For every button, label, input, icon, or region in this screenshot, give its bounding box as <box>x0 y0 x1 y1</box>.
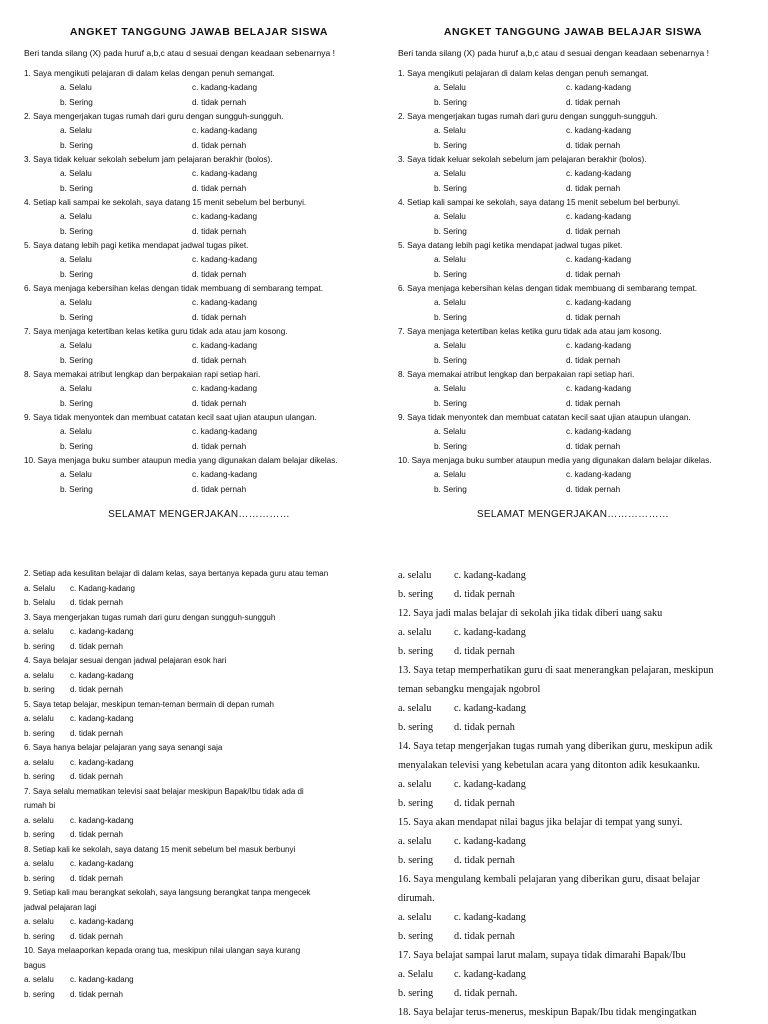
question-text: 1. Saya mengikuti pelajaran di dalam kelas dengan penuh semangat. <box>24 69 275 78</box>
option-row <box>398 296 748 311</box>
option-c: c. kadang-kadang <box>70 627 134 636</box>
option-d: d. tidak pernah <box>192 398 247 408</box>
option-row <box>24 483 374 498</box>
option-a: a. selalu <box>24 757 54 767</box>
option-b: b. sering <box>24 772 55 781</box>
question-text: 5. Saya datang lebih pagi ketika mendapat jadwal tugas piket. <box>24 241 249 250</box>
option-c: c. kadang-kadang <box>566 384 632 393</box>
option-c: c. kadang-kadang <box>70 714 134 723</box>
option-d: d. tidak pernah <box>70 685 123 694</box>
option-b: b. Sering <box>60 226 93 236</box>
option-row <box>24 872 374 887</box>
top-right-questionnaire <box>398 26 748 520</box>
option-row <box>398 81 748 96</box>
option-row <box>398 794 753 813</box>
closing-text: SELAMAT MENGERJAKAN……………… <box>476 509 670 520</box>
option-b: b. sering <box>398 589 434 600</box>
option-d: d. tidak pernah <box>70 772 123 781</box>
option-d: d. tidak pernah <box>192 140 247 150</box>
option-row <box>24 857 374 872</box>
option-b: b. sering <box>398 988 434 999</box>
option-row <box>24 311 374 326</box>
option-a: a. Selalu <box>24 583 56 593</box>
bottom-left-question-list <box>24 567 374 1002</box>
question-text: 7. Saya menjaga ketertiban kelas ketika guru tidak ada atau jam kosong. <box>398 327 662 336</box>
question-text: 4. Setiap kali sampai ke sekolah, saya datang 15 menit sebelum bel berbunyi. <box>398 198 681 207</box>
question-text: 5. Saya datang lebih pagi ketika mendapat jadwal tugas piket. <box>398 241 623 250</box>
option-row <box>24 640 374 655</box>
option-row <box>398 124 748 139</box>
option-c: c. kadang-kadang <box>454 779 526 790</box>
option-d: d. tidak pernah <box>192 226 247 236</box>
option-d: d. tidak pernah <box>454 589 515 600</box>
option-row <box>24 582 374 597</box>
option-c: c. kadang-kadang <box>454 570 526 581</box>
option-c: c. kadang-kadang <box>70 757 134 767</box>
option-b: b. Sering <box>434 226 467 236</box>
bottom-right-question-list <box>398 566 753 1022</box>
option-a: a. selalu <box>24 627 54 636</box>
option-d: d. tidak pernah <box>566 140 621 150</box>
option-b: b. Sering <box>60 355 93 365</box>
option-a: a. Selalu <box>60 83 92 92</box>
option-row <box>398 253 748 268</box>
option-c: c. kadang-kadang <box>454 703 526 714</box>
option-a: a. Selalu <box>434 169 466 178</box>
option-a: a. Selalu <box>434 212 466 221</box>
option-row <box>24 139 374 154</box>
option-a: a. selalu <box>398 779 432 790</box>
option-row <box>24 210 374 225</box>
option-c: c. kadang-kadang <box>70 670 134 680</box>
questionnaire-title: ANGKET TANGGUNG JAWAB BELAJAR SISWA <box>443 26 703 38</box>
option-a: a. selalu <box>398 570 432 581</box>
option-b: b. sering <box>24 873 55 883</box>
question-text: jadwal pelajaran lagi <box>24 902 97 912</box>
option-d: d. tidak pernah <box>70 641 123 651</box>
question-text: 3. Saya tidak keluar sekolah sebelum jam pelajaran berakhir (bolos). <box>398 155 647 164</box>
option-row <box>24 683 374 698</box>
option-row <box>24 973 374 988</box>
option-b: b. sering <box>24 685 55 694</box>
option-c: c. kadang-kadang <box>566 470 632 479</box>
option-row <box>24 182 374 197</box>
option-row <box>398 718 753 737</box>
option-b: b. sering <box>24 830 55 839</box>
question-text: 17. Saya belajat sampai larut malam, supaya tidak dimarahi Bapak/Ibu <box>398 950 686 961</box>
option-c: c. kadang-kadang <box>454 836 526 847</box>
option-a: a. selalu <box>398 836 432 847</box>
option-b: b. sering <box>24 931 55 941</box>
option-d: d. tidak pernah <box>454 798 515 809</box>
question-text: bagus <box>24 960 46 970</box>
question-text: 14. Saya tetap mengerjakan tugas rumah yang diberikan guru, meskipun adik <box>398 741 713 752</box>
question-text: 6. Saya menjaga kebersihan kelas dengan tidak membuang di sembarang tempat. <box>398 284 698 293</box>
option-b: b. Sering <box>434 140 467 150</box>
option-c: c. kadang-kadang <box>566 255 632 264</box>
option-d: d. tidak pernah. <box>454 988 518 999</box>
question-text: 9. Saya tidak menyontek dan membuat catatan kecil saat ujian ataupun ulangan. <box>24 413 317 422</box>
option-row <box>24 727 374 742</box>
option-b: b. Sering <box>434 269 467 279</box>
option-b: b. Sering <box>434 97 467 107</box>
option-d: d. tidak pernah <box>454 646 515 657</box>
option-b: b. Selalu <box>24 598 56 607</box>
question-text: 9. Saya tidak menyontek dan membuat catatan kecil saat ujian ataupun ulangan. <box>398 413 691 422</box>
option-row <box>24 468 374 483</box>
option-row <box>24 382 374 397</box>
instruction-text: Beri tanda silang (X) pada huruf a,b,c atau d sesuai dengan keadaan sebenarnya ! <box>398 48 709 58</box>
option-row <box>398 339 748 354</box>
question-text: 10. Saya menjaga buku sumber ataupun media yang digunakan dalam belajar dikelas. <box>398 456 712 465</box>
option-row <box>398 832 753 851</box>
question-text: 18. Saya belajar terus-menerus, meskipun Bapak/Ibu tidak mengingatkan <box>398 1007 697 1018</box>
option-c: c. kadang-kadang <box>566 212 632 221</box>
option-d: d. tidak pernah <box>454 855 515 866</box>
option-c: c. kadang-kadang <box>566 298 632 307</box>
question-text: 2. Saya mengerjakan tugas rumah dari guru dengan sungguh-sungguh. <box>24 112 284 121</box>
option-c: c. kadang-kadang <box>70 917 134 926</box>
option-a: a. selalu <box>24 670 54 680</box>
option-c: c. kadang-kadang <box>454 969 526 980</box>
question-text: 16. Saya mengulang kembali pelajaran yang diberikan guru, disaat belajar <box>398 874 700 885</box>
option-row <box>398 468 748 483</box>
option-d: d. tidak pernah <box>70 931 123 941</box>
option-d: d. tidak pernah <box>192 269 247 279</box>
option-c: c. kadang-kadang <box>192 212 258 221</box>
option-row <box>24 225 374 240</box>
option-row <box>398 984 753 1003</box>
option-row <box>24 770 374 785</box>
option-d: d. tidak pernah <box>192 183 247 193</box>
option-d: d. tidak pernah <box>566 398 621 408</box>
option-c: c. kadang-kadang <box>192 83 258 92</box>
option-row <box>24 625 374 640</box>
questionnaire-title: ANGKET TANGGUNG JAWAB BELAJAR SISWA <box>69 26 329 38</box>
option-row <box>398 268 748 283</box>
option-b: b. sering <box>398 722 434 733</box>
option-c: c. kadang-kadang <box>566 427 632 436</box>
option-a: a. selalu <box>24 975 54 984</box>
option-row <box>398 382 748 397</box>
option-c: c. kadang-kadang <box>192 427 258 436</box>
option-row <box>24 81 374 96</box>
option-d: d. tidak pernah <box>566 484 621 494</box>
question-text: 2. Saya mengerjakan tugas rumah dari guru dengan sungguh-sungguh. <box>398 112 658 121</box>
question-list <box>24 67 374 497</box>
option-d: d. tidak pernah <box>70 873 123 883</box>
option-d: d. tidak pernah <box>454 722 515 733</box>
option-c: c. Kadang-kadang <box>70 583 135 593</box>
question-text: 4. Saya belajar sesuai dengan jadwal pelajaran esok hari <box>24 656 227 665</box>
option-row <box>398 96 748 111</box>
question-text: dirumah. <box>398 893 435 904</box>
option-row <box>398 210 748 225</box>
question-text: 15. Saya akan mendapat nilai bagus jika belajar di tempat yang sunyi. <box>398 817 683 828</box>
option-row <box>24 124 374 139</box>
option-row <box>398 927 753 946</box>
option-d: d. tidak pernah <box>192 355 247 365</box>
option-row <box>24 930 374 945</box>
option-b: b. Sering <box>434 441 467 451</box>
option-c: c. kadang-kadang <box>192 341 258 350</box>
option-a: a. Selalu <box>60 298 92 307</box>
option-b: b. Sering <box>60 140 93 150</box>
option-a: a. Selalu <box>60 169 92 178</box>
question-text: 3. Saya mengerjakan tugas rumah dari guru dengan sungguh-sungguh <box>24 612 276 622</box>
question-text: 4. Setiap kali sampai ke sekolah, saya datang 15 menit sebelum bel berbunyi. <box>24 198 307 207</box>
option-row <box>24 915 374 930</box>
option-b: b. Sering <box>434 355 467 365</box>
option-row <box>24 596 374 611</box>
option-row <box>24 669 374 684</box>
option-a: a. selalu <box>24 714 54 723</box>
question-text: 3. Saya tidak keluar sekolah sebelum jam pelajaran berakhir (bolos). <box>24 155 273 164</box>
option-c: c. kadang-kadang <box>70 975 134 984</box>
option-row <box>398 908 753 927</box>
option-b: b. sering <box>398 931 434 942</box>
question-text: 5. Saya tetap belajar, meskipun teman-teman bermain di depan rumah <box>24 699 274 709</box>
option-b: b. Sering <box>60 398 93 408</box>
option-a: a. Selalu <box>434 470 466 479</box>
option-c: c. kadang-kadang <box>192 384 258 393</box>
option-row <box>24 988 374 1003</box>
option-row <box>24 96 374 111</box>
option-d: d. tidak pernah <box>70 989 123 999</box>
question-list <box>398 67 748 497</box>
option-a: a. Selalu <box>434 255 466 264</box>
option-a: a. selalu <box>24 815 54 825</box>
option-a: a. Selalu <box>60 255 92 264</box>
option-a: a. Selalu <box>434 384 466 393</box>
option-row <box>398 642 753 661</box>
option-row <box>398 354 748 369</box>
question-text: 10. Saya menjaga buku sumber ataupun media yang digunakan dalam belajar dikelas. <box>24 456 338 465</box>
option-b: b. Sering <box>60 183 93 193</box>
option-a: a. Selalu <box>434 427 466 436</box>
question-text: 7. Saya menjaga ketertiban kelas ketika guru tidak ada atau jam kosong. <box>24 327 288 336</box>
option-d: d. tidak pernah <box>70 598 123 607</box>
option-d: d. tidak pernah <box>192 97 247 107</box>
option-a: a. Selalu <box>434 298 466 307</box>
option-b: b. Sering <box>434 312 467 322</box>
option-row <box>398 623 753 642</box>
option-row <box>24 440 374 455</box>
option-a: a. Selalu <box>60 126 92 135</box>
option-b: b. Sering <box>60 97 93 107</box>
option-row <box>24 397 374 412</box>
option-row <box>398 566 753 585</box>
option-c: c. kadang-kadang <box>566 83 632 92</box>
option-b: b. sering <box>24 728 55 738</box>
option-d: d. tidak pernah <box>566 97 621 107</box>
option-b: b. sering <box>398 646 434 657</box>
option-d: d. tidak pernah <box>566 183 621 193</box>
question-text: 9. Setiap kali mau berangkat sekolah, saya langsung berangkat tanpa mengecek <box>24 888 311 897</box>
option-d: d. tidak pernah <box>70 830 123 839</box>
option-d: d. tidak pernah <box>192 312 247 322</box>
option-row <box>24 268 374 283</box>
option-a: a. Selalu <box>60 427 92 436</box>
option-c: c. kadang-kadang <box>70 815 134 825</box>
option-row <box>24 814 374 829</box>
option-b: b. sering <box>24 989 55 999</box>
option-c: c. kadang-kadang <box>566 126 632 135</box>
question-text: menyalakan televisi yang kebetulan acara yang ditonton adik kesukaanku. <box>398 760 700 771</box>
option-b: b. Sering <box>60 484 93 494</box>
option-row <box>398 585 753 604</box>
option-row <box>398 425 748 440</box>
option-row <box>24 756 374 771</box>
option-c: c. kadang-kadang <box>192 255 258 264</box>
option-a: a. selalu <box>398 703 432 714</box>
option-d: d. tidak pernah <box>70 728 123 738</box>
option-a: a. Selalu <box>60 212 92 221</box>
option-a: a. Selalu <box>60 384 92 393</box>
question-text: 10. Saya melaaporkan kepada orang tua, meskipun nilai ulangan saya kurang <box>24 946 301 955</box>
option-b: b. Sering <box>434 183 467 193</box>
option-d: d. tidak pernah <box>566 312 621 322</box>
option-c: c. kadang-kadang <box>192 169 258 178</box>
option-row <box>398 775 753 794</box>
question-text: teman sebangku mengajak ngobrol <box>398 684 541 695</box>
option-row <box>24 253 374 268</box>
option-a: a. Selalu <box>434 83 466 92</box>
option-d: d. tidak pernah <box>192 484 247 494</box>
option-d: d. tidak pernah <box>566 226 621 236</box>
option-d: d. tidak pernah <box>566 441 621 451</box>
closing-text: SELAMAT MENGERJAKAN…………… <box>108 509 290 520</box>
option-d: d. tidak pernah <box>566 269 621 279</box>
option-a: a. Selalu <box>398 969 434 980</box>
option-c: c. kadang-kadang <box>70 859 134 868</box>
option-row <box>398 225 748 240</box>
option-row <box>24 296 374 311</box>
option-b: b. Sering <box>60 312 93 322</box>
question-text: 6. Saya menjaga kebersihan kelas dengan tidak membuang di sembarang tempat. <box>24 284 324 293</box>
option-a: a. selalu <box>398 627 432 638</box>
option-row <box>398 440 748 455</box>
option-c: c. kadang-kadang <box>454 912 526 923</box>
option-b: b. Sering <box>434 484 467 494</box>
option-c: c. kadang-kadang <box>566 341 632 350</box>
option-a: a. Selalu <box>60 341 92 350</box>
option-b: b. sering <box>398 855 434 866</box>
question-text: rumah bi <box>24 801 56 810</box>
option-a: a. Selalu <box>434 341 466 350</box>
option-row <box>24 425 374 440</box>
option-row <box>398 851 753 870</box>
question-text: 8. Saya memakai atribut lengkap dan berpakaian rapi setiap hari. <box>398 370 635 379</box>
option-d: d. tidak pernah <box>454 931 515 942</box>
option-row <box>398 182 748 197</box>
option-a: a. selalu <box>24 859 54 868</box>
option-c: c. kadang-kadang <box>192 126 258 135</box>
option-c: c. kadang-kadang <box>192 470 258 479</box>
instruction-text: Beri tanda silang (X) pada huruf a,b,c atau d sesuai dengan keadaan sebenarnya ! <box>24 48 335 58</box>
option-b: b. Sering <box>434 398 467 408</box>
option-row <box>398 311 748 326</box>
option-row <box>398 965 753 984</box>
option-row <box>398 167 748 182</box>
option-c: c. kadang-kadang <box>454 627 526 638</box>
option-c: c. kadang-kadang <box>566 169 632 178</box>
option-row <box>398 397 748 412</box>
option-a: a. selalu <box>398 912 432 923</box>
option-row <box>24 354 374 369</box>
option-row <box>398 139 748 154</box>
option-row <box>24 712 374 727</box>
question-text: 8. Setiap kali ke sekolah, saya datang 15 menit sebelum bel masuk berbunyi <box>24 844 296 854</box>
option-a: a. Selalu <box>434 126 466 135</box>
question-text: 8. Saya memakai atribut lengkap dan berpakaian rapi setiap hari. <box>24 370 261 379</box>
option-b: b. Sering <box>60 269 93 279</box>
question-text: 6. Saya hanya belajar pelajaran yang saya senangi saja <box>24 743 223 752</box>
question-text: 12. Saya jadi malas belajar di sekolah jika tidak diberi uang saku <box>398 608 663 619</box>
option-d: d. tidak pernah <box>192 441 247 451</box>
option-row <box>24 167 374 182</box>
option-b: b. Sering <box>60 441 93 451</box>
top-left-questionnaire <box>24 26 374 520</box>
option-row <box>24 828 374 843</box>
option-a: a. Selalu <box>60 470 92 479</box>
option-c: c. kadang-kadang <box>192 298 258 307</box>
option-b: b. sering <box>398 798 434 809</box>
question-text: 2. Setiap ada kesulitan belajar di dalam kelas, saya bertanya kepada guru atau teman <box>24 569 329 578</box>
option-b: b. sering <box>24 641 55 651</box>
option-row <box>398 483 748 498</box>
option-a: a. selalu <box>24 917 54 926</box>
question-text: 13. Saya tetap memperhatikan guru di saat menerangkan pelajaran, meskipun <box>398 665 714 676</box>
option-row <box>398 699 753 718</box>
option-d: d. tidak pernah <box>566 355 621 365</box>
question-text: 7. Saya selalu mematikan televisi saat belajar meskipun Bapak/Ibu tidak ada di <box>24 786 304 796</box>
option-row <box>24 339 374 354</box>
question-text: 1. Saya mengikuti pelajaran di dalam kelas dengan penuh semangat. <box>398 69 649 78</box>
